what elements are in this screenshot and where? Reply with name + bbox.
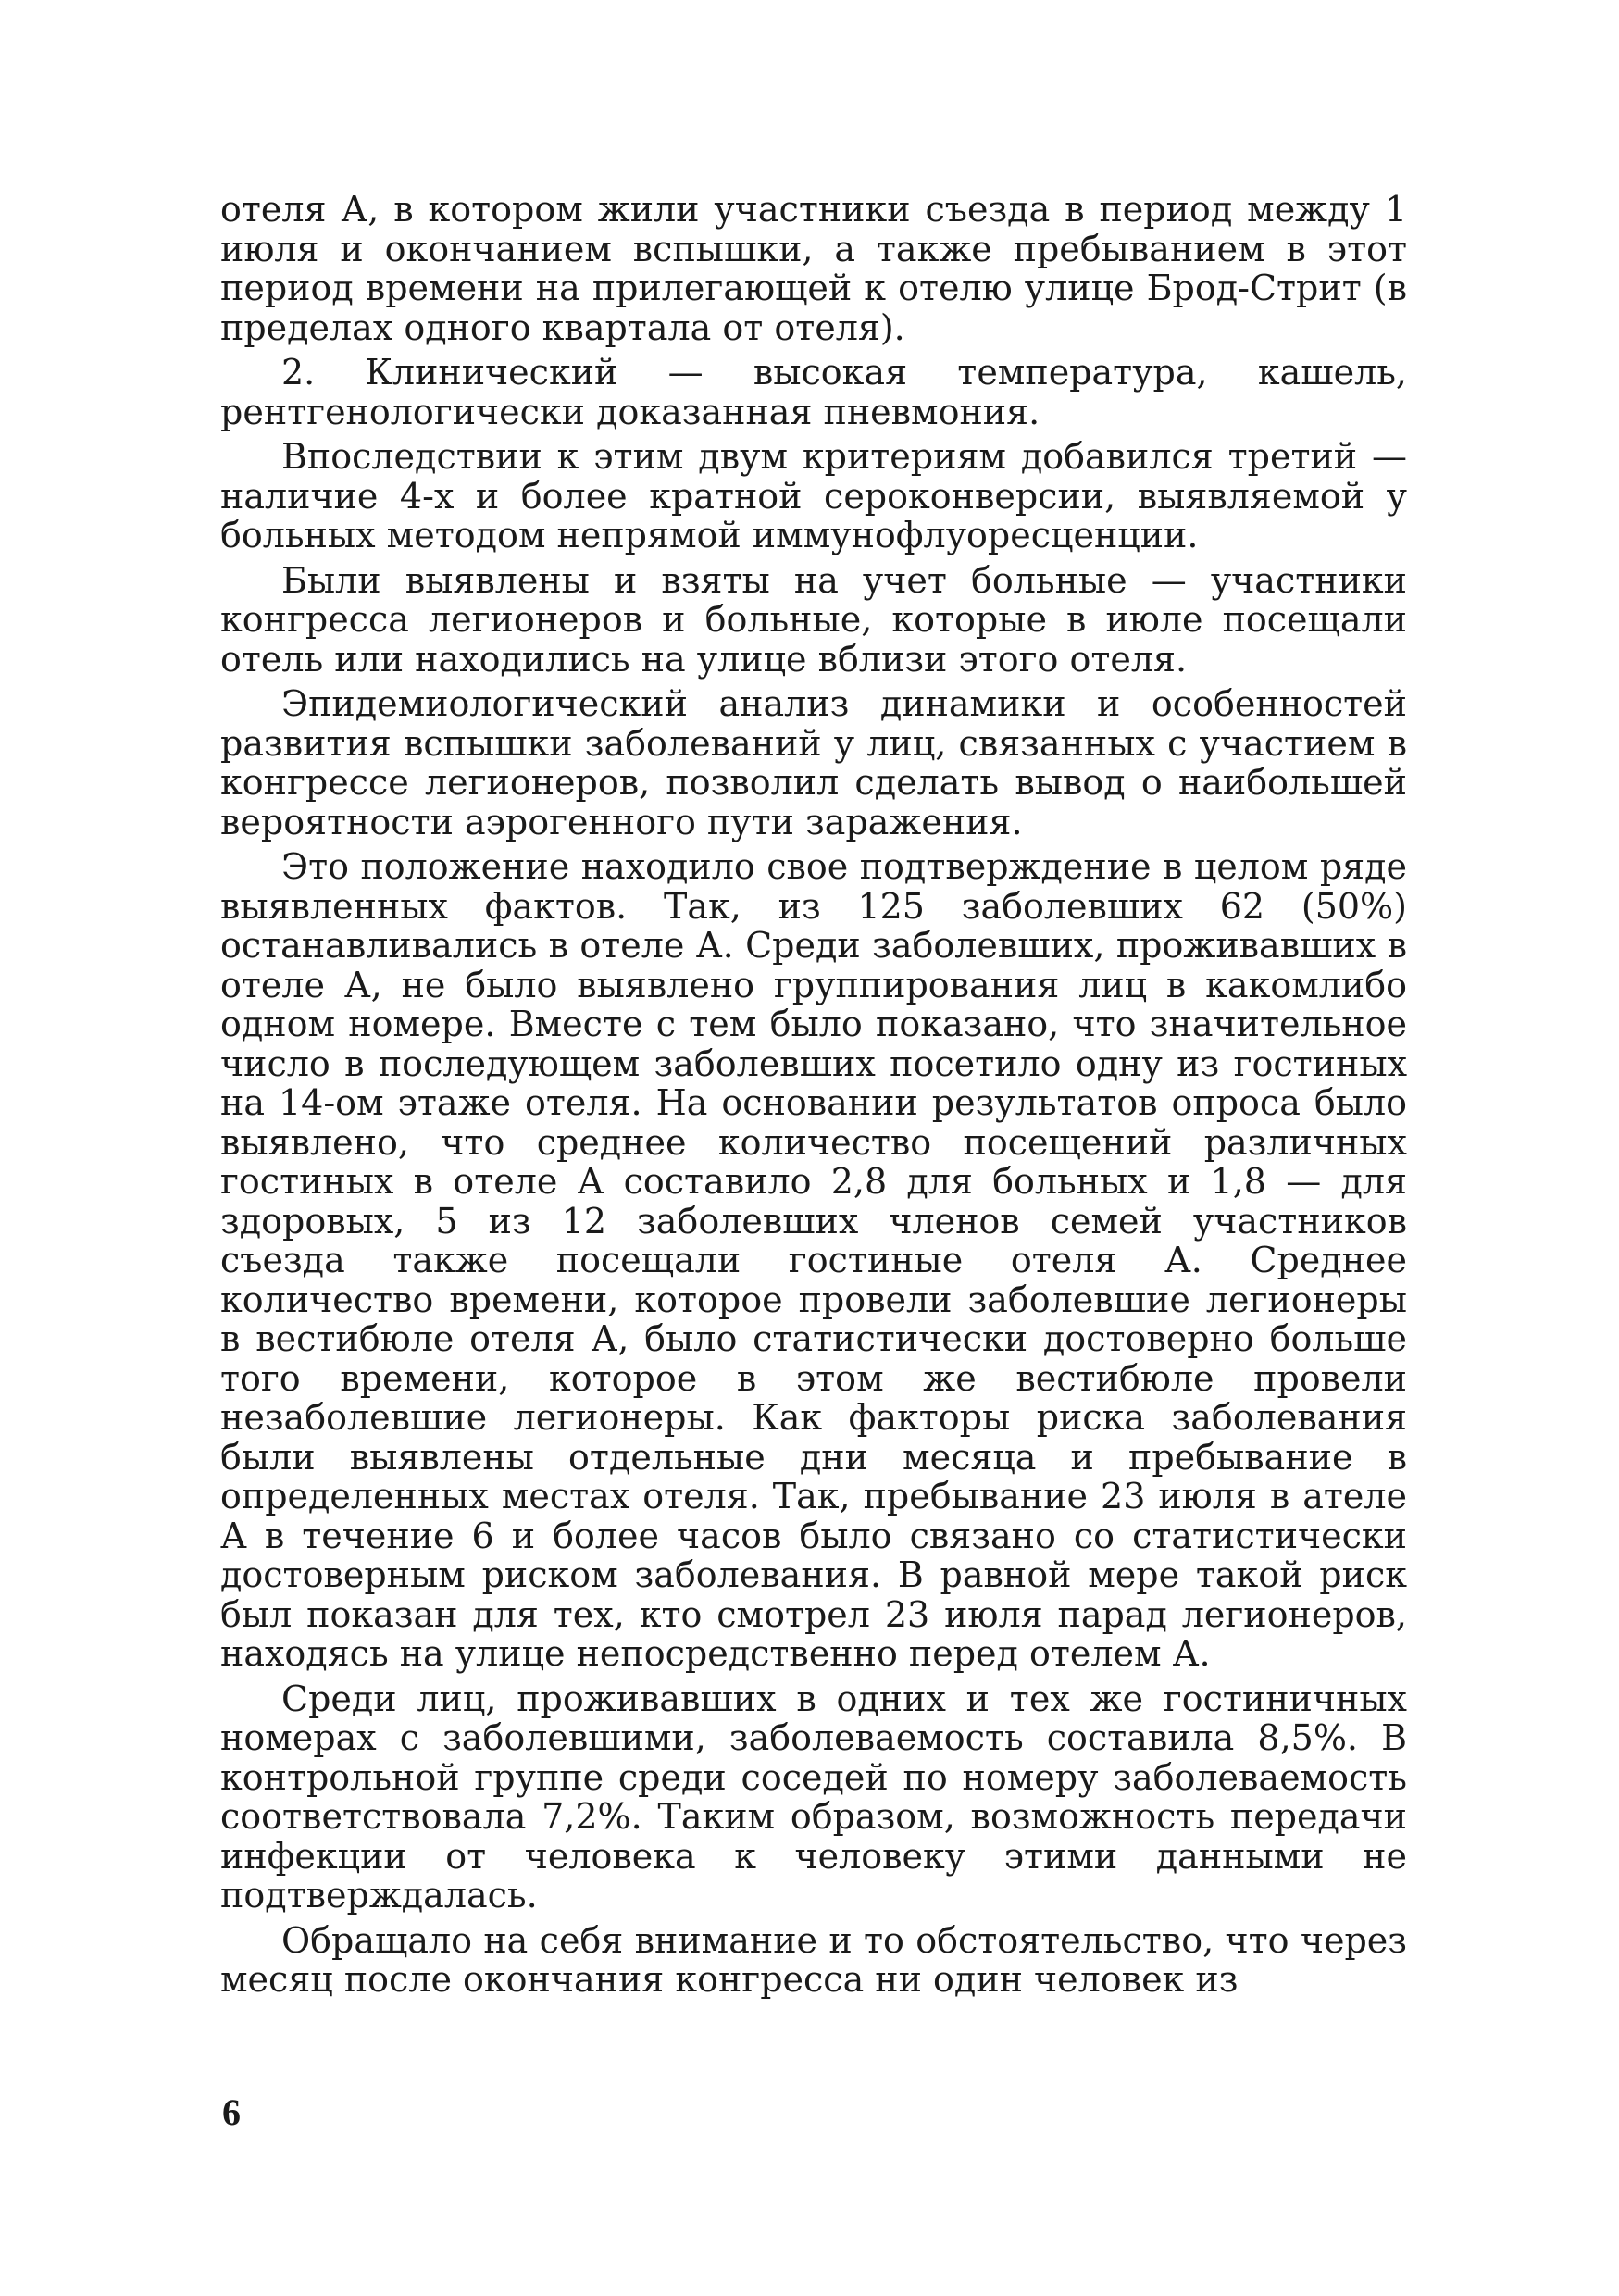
paragraph-clinical-criterion: 2. Клинический — высокая температура, кашель, рентгенологически доказанная пневмония. (220, 352, 1407, 432)
paragraph-epidemiological-analysis: Эпидемиологический анализ динамики и особенностей развития вспышки заболеваний у лиц, связанных с участием в конгрессе легионеров, позволил сделать вывод о наибольшей вероятности аэрогенного пути заражения. (220, 683, 1407, 842)
paragraph-after-congress: Обращало на себя внимание и то обстоятельство, что через месяц после окончания конгресса ни один человек из (220, 1919, 1407, 2000)
paragraph-room-incidence: Среди лиц, проживавших в одних и тех же гостиничных номерах с заболевшими, заболеваемость составила 8,5%. В контрольной группе среди соседей по номеру заболеваемость соответствовала 7,2%. Таким образом, возможность передачи инфекции от человека к человеку этими данными не подтверждалась. (220, 1678, 1407, 1915)
paragraph-patients-registered: Были выявлены и взяты на учет больные — участники конгресса легионеров и больные, которые в июле посещали отель или находились на улице вблизи этого отеля. (220, 559, 1407, 680)
paragraph-confirming-facts: Это положение находило свое подтверждение в целом ряде выявленных фактов. Так, из 125 заболевших 62 (50%) останавливались в отеле А. Среди заболевших, проживавших в отеле А, не было выявлено группирования лиц в какомлибо одном номере. Вместе с тем было показано, что значительное число в последующем заболевших посетило одну из гостиных на 14-ом этаже отеля. На основании результатов опроса было выявлено, что среднее количество посещений различных гостиных в отеле А составило 2,8 для больных и 1,8 — для здоровых, 5 из 12 заболевших членов семей участников съезда также посещали гостиные отеля А. Среднее количество времени, которое провели заболевшие легионеры в вестибюле отеля А, было статистически достоверно больше того времени, которое в этом же вестибюле провели незаболевшие легионеры. Как факторы риска заболевания были выявлены отдельные дни месяца и пребывание в определенных местах отеля. Так, пребывание 23 июля в ателе А в течение 6 и более часов было связано со статистически достоверным риском заболевания. В равной мере такой риск был показан для тех, кто смотрел 23 июля парад легионеров, находясь на улице непосредственно перед отелем А. (220, 846, 1407, 1674)
page-number: 6 (222, 2091, 241, 2133)
paragraph-third-criterion: Впоследствии к этим двум критериям добавился третий — наличие 4-х и более кратной сероконверсии, выявляемой у больных методом непрямой иммунофлуоресценции. (220, 436, 1407, 555)
page-body (220, 190, 1407, 2005)
paragraph-continuation: отеля А, в котором жили участники съезда в период между 1 июля и окончанием вспышки, а также пребыванием в этот период времени на прилегающей к отелю улице Брод-Стрит (в пределах одного квартала от отеля). (220, 189, 1407, 348)
